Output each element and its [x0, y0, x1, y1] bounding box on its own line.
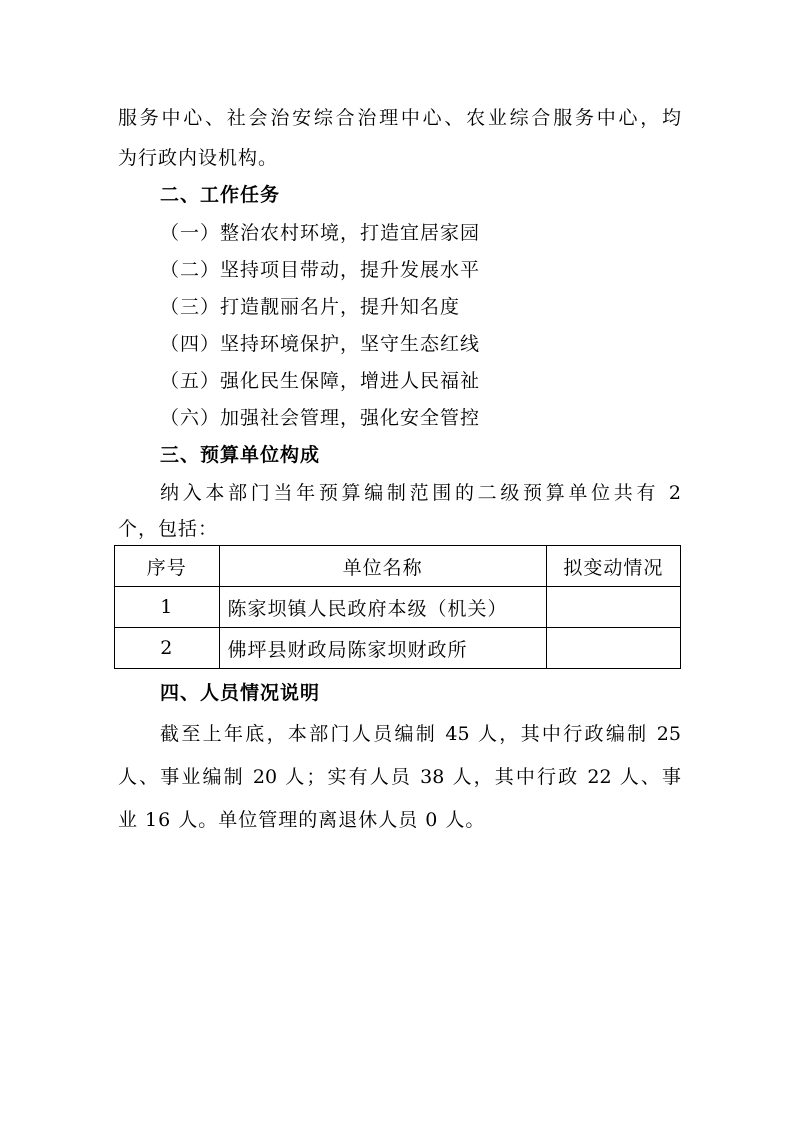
table-row: [115, 628, 681, 669]
task-item: （一）整治农村环境，打造宜居家园: [160, 222, 481, 244]
table-cell: [546, 587, 680, 628]
paragraph-line: 截至上年底，本部门人员编制 45 人，其中行政编制 25: [160, 723, 681, 745]
section-heading-budget-units: 三、预算单位构成: [160, 444, 321, 466]
paragraph-line: 为行政内设机构。: [118, 147, 279, 169]
table-cell: [546, 628, 680, 669]
table-cell: 陈家坝镇人民政府本级（机关）: [219, 587, 546, 628]
table-cell: 2: [115, 628, 220, 669]
table-header-row: [115, 546, 681, 587]
table-cell: 1: [115, 587, 220, 628]
task-item: （五）强化民生保障，增进人民福祉: [160, 370, 481, 392]
task-item: （六）加强社会管理，强化安全管控: [160, 407, 481, 429]
table-cell: 佛坪县财政局陈家坝财政所: [219, 628, 546, 669]
paragraph-line: 纳入本部门当年预算编制范围的二级预算单位共有 2: [160, 482, 681, 504]
table-header-cell: 单位名称: [219, 546, 546, 587]
table-header-cell: 拟变动情况: [546, 546, 680, 587]
task-item: （四）坚持环境保护，坚守生态红线: [160, 333, 481, 355]
section-heading-work-tasks: 二、工作任务: [160, 184, 281, 206]
table-row: [115, 587, 681, 628]
task-item: （三）打造靓丽名片，提升知名度: [160, 296, 461, 318]
section-heading-staff: 四、人员情况说明: [160, 682, 321, 704]
budget-units-table: [114, 545, 681, 669]
paragraph-line: 人、事业编制 20 人；实有人员 38 人，其中行政 22 人、事: [118, 766, 681, 788]
paragraph-line: 服务中心、社会治安综合治理中心、农业综合服务中心，均: [118, 107, 681, 129]
paragraph-line: 个，包括：: [118, 518, 219, 540]
table-header-cell: 序号: [115, 546, 220, 587]
task-item: （二）坚持项目带动，提升发展水平: [160, 259, 481, 281]
paragraph-line: 业 16 人。单位管理的离退休人员 0 人。: [118, 809, 486, 831]
